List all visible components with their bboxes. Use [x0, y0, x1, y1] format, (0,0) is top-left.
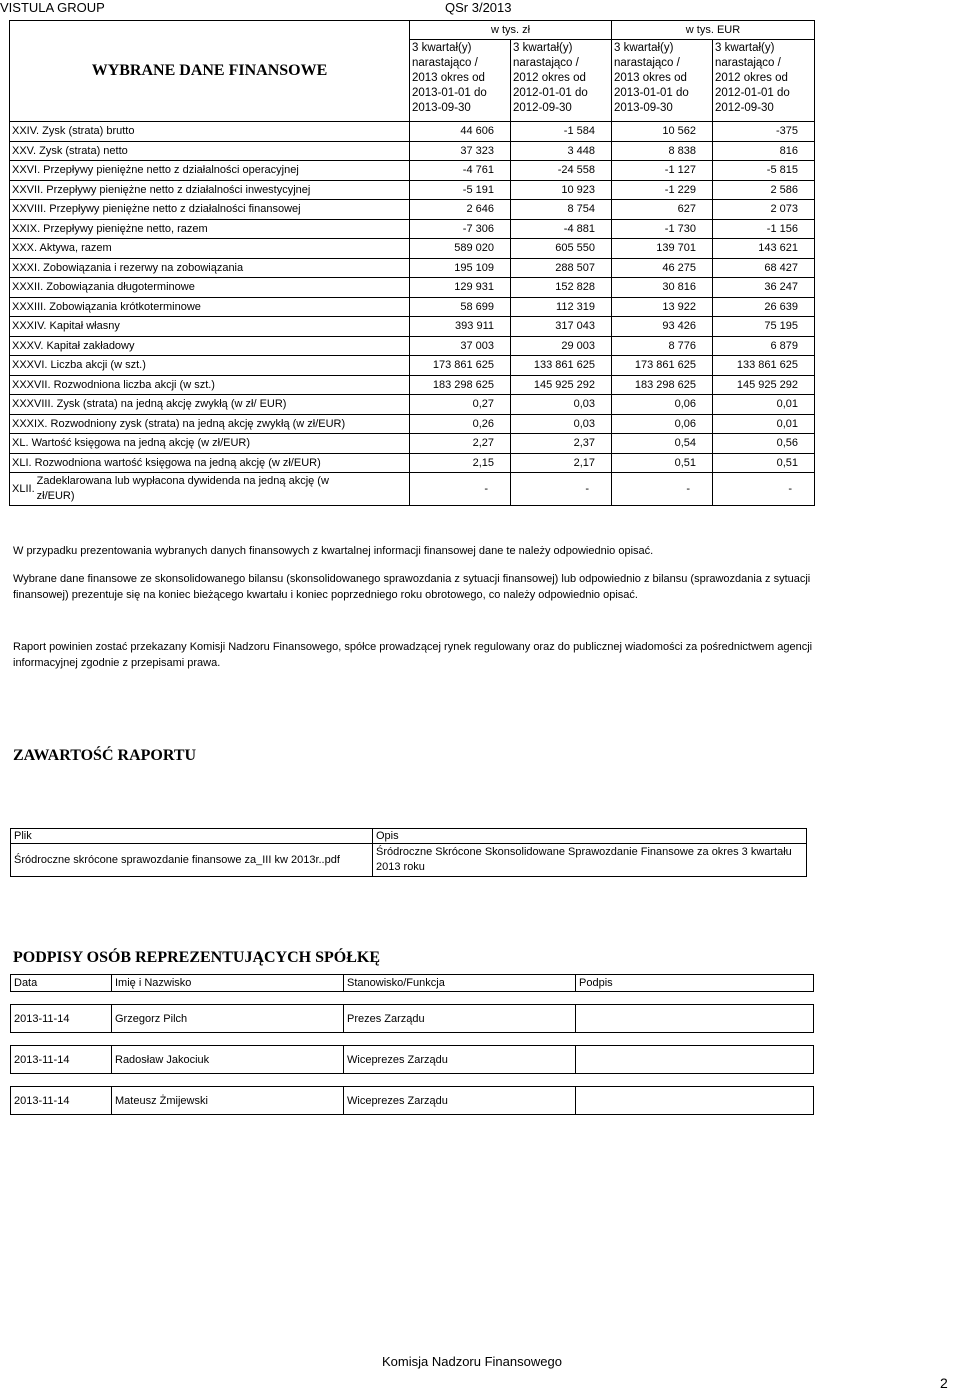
table-row [10, 141, 815, 161]
signature-value: Wiceprezes Zarządu [344, 1046, 576, 1074]
row-value: -5 191 [410, 180, 511, 200]
table-row [10, 356, 815, 376]
row-value: 68 427 [713, 258, 815, 278]
row-value: 2,17 [511, 453, 612, 473]
column-header-line: 3 kwartał(y) [412, 42, 472, 54]
report-id: QSr 3/2013 [445, 0, 512, 15]
row-value: 37 003 [410, 336, 511, 356]
row-value: 0,56 [713, 434, 815, 454]
row-value: 2,15 [410, 453, 511, 473]
table-row [10, 434, 815, 454]
row-value: 10 562 [612, 122, 713, 142]
contents-desc: Śródroczne Skrócone Skonsolidowane Sprawozdanie Finansowe za okres 3 kwartału 2013 roku [373, 844, 807, 877]
column-header-line: 2013 okres od [614, 72, 687, 84]
row-label: XXXVIII. Zysk (strata) na jedną akcję zwykłą (w zł/ EUR) [10, 395, 410, 415]
table-row [10, 375, 815, 395]
table-row [10, 258, 815, 278]
row-label: XXX. Aktywa, razem [10, 239, 410, 259]
row-value: 75 195 [713, 317, 815, 337]
row-value: 0,01 [713, 414, 815, 434]
row-value: 0,06 [612, 395, 713, 415]
row-value: 152 828 [511, 278, 612, 298]
column-header [612, 40, 713, 122]
table-row [10, 473, 815, 506]
table-row [10, 414, 815, 434]
row-label: XXV. Zysk (strata) netto [10, 141, 410, 161]
contents-title: ZAWARTOŚĆ RAPORTU [13, 747, 197, 764]
row-label: XXIV. Zysk (strata) brutto [10, 122, 410, 142]
row-label-line: zł/EUR) [36, 490, 75, 502]
row-value: -4 761 [410, 161, 511, 181]
footer-text: Komisja Nadzoru Finansowego [382, 1354, 562, 1369]
row-value: 10 923 [511, 180, 612, 200]
row-label: XXXII. Zobowiązania długoterminowe [10, 278, 410, 298]
row-value: - [612, 473, 713, 506]
table-title: WYBRANE DANE FINANSOWE [10, 21, 410, 122]
column-header-line: 3 kwartał(y) [614, 42, 674, 54]
row-value: 8 776 [612, 336, 713, 356]
row-value: 112 319 [511, 297, 612, 317]
table-row [10, 336, 815, 356]
row-value: -7 306 [410, 219, 511, 239]
row-value: 589 020 [410, 239, 511, 259]
signature-value: Wiceprezes Zarządu [344, 1087, 576, 1115]
signature-cell [576, 1005, 814, 1033]
row-value: 0,03 [511, 414, 612, 434]
row-label: XXXIV. Kapitał własny [10, 317, 410, 337]
row-value: 183 298 625 [410, 375, 511, 395]
unit-pln: w tys. zł [410, 21, 612, 40]
row-label-line: Zadeklarowana lub wypłacona dywidenda na jedną akcję (w [36, 475, 329, 487]
signature-cell [576, 1087, 814, 1115]
row-value: 8 838 [612, 141, 713, 161]
row-value: 0,27 [410, 395, 511, 415]
table-row [10, 317, 815, 337]
row-value: 173 861 625 [612, 356, 713, 376]
row-value: -1 229 [612, 180, 713, 200]
row-value: 183 298 625 [612, 375, 713, 395]
row-value: 0,26 [410, 414, 511, 434]
column-header-line: 2013-09-30 [614, 102, 673, 114]
column-header-line: 2012 okres od [715, 72, 788, 84]
row-value: -1 127 [612, 161, 713, 181]
row-value: 2 586 [713, 180, 815, 200]
column-header-line: 3 kwartał(y) [513, 42, 573, 54]
row-value: -1 730 [612, 219, 713, 239]
note-1: W przypadku prezentowania wybranych danych finansowych z kwartalnej informacji finansowej dane te należy odpowiednio opisać. [13, 545, 654, 557]
row-value: 0,01 [713, 395, 815, 415]
signature-header: Stanowisko/Funkcja [344, 975, 576, 992]
signatures-table [10, 974, 814, 1115]
table-row [10, 180, 815, 200]
row-value: 129 931 [410, 278, 511, 298]
row-value: 29 003 [511, 336, 612, 356]
table-row [10, 453, 815, 473]
column-header-line: 2012-09-30 [513, 102, 572, 114]
row-value: 139 701 [612, 239, 713, 259]
table-row [10, 278, 815, 298]
row-label: XXXI. Zobowiązania i rezerwy na zobowiązania [10, 258, 410, 278]
column-header-line: 2013-01-01 do [614, 87, 689, 99]
signature-value: 2013-11-14 [11, 1005, 112, 1033]
row-label: XXIX. Przepływy pieniężne netto, razem [10, 219, 410, 239]
table-row [10, 200, 815, 220]
company-name: VISTULA GROUP [0, 0, 105, 15]
row-value: -375 [713, 122, 815, 142]
row-label: XL. Wartość księgowa na jedną akcję (w zł/EUR) [10, 434, 410, 454]
row-label: XXXIII. Zobowiązania krótkoterminowe [10, 297, 410, 317]
row-value: -24 558 [511, 161, 612, 181]
column-header [410, 40, 511, 122]
row-value: 605 550 [511, 239, 612, 259]
row-value: 3 448 [511, 141, 612, 161]
page-number: 2 [940, 1375, 948, 1391]
note-3: Raport powinien zostać przekazany Komisji Nadzoru Finansowego, spółce prowadzącej rynek regulowany oraz do publicznej wiadomości za pośrednictwem agencji informacyjnej zgodnie z przepisami prawa. [13, 641, 813, 669]
row-value: 37 323 [410, 141, 511, 161]
column-header [511, 40, 612, 122]
row-value: 317 043 [511, 317, 612, 337]
row-value: 173 861 625 [410, 356, 511, 376]
row-value: 816 [713, 141, 815, 161]
column-header-line: narastająco / [715, 57, 781, 69]
row-value: 0,54 [612, 434, 713, 454]
note-2: Wybrane dane finansowe ze skonsolidowanego bilansu (skonsolidowanego sprawozdania z sytuacji finansowej) lub odpowiednio z bilansu (sprawozdania z sytuacji finansowej) prezentuje się na koniec bieżącego kwartału i koniec poprzedniego roku obrotowego, co należy odpowiednio opisać. [13, 573, 811, 601]
contents-table [10, 828, 807, 877]
row-number: XLII. [12, 482, 35, 495]
signatures-title: PODPISY OSÓB REPREZENTUJĄCYCH SPÓŁKĘ [13, 949, 381, 966]
column-header-line: narastająco / [614, 57, 680, 69]
row-value: 2 073 [713, 200, 815, 220]
table-row [10, 161, 815, 181]
unit-eur: w tys. EUR [612, 21, 815, 40]
row-value: 143 621 [713, 239, 815, 259]
row-value: 30 816 [612, 278, 713, 298]
row-label: XXVII. Przepływy pieniężne netto z działalności inwestycyjnej [10, 180, 410, 200]
signature-value: Radosław Jakociuk [112, 1046, 344, 1074]
column-header [713, 40, 815, 122]
row-value: 0,51 [612, 453, 713, 473]
column-header-line: 3 kwartał(y) [715, 42, 775, 54]
column-header-line: 2013 okres od [412, 72, 485, 84]
signature-value: 2013-11-14 [11, 1046, 112, 1074]
column-header-line: narastająco / [513, 57, 579, 69]
column-header-line: 2013-09-30 [412, 102, 471, 114]
row-value: 46 275 [612, 258, 713, 278]
column-header-line: 2012-01-01 do [513, 87, 588, 99]
row-label: XXXV. Kapitał zakładowy [10, 336, 410, 356]
row-label: XXVI. Przepływy pieniężne netto z działalności operacyjnej [10, 161, 410, 181]
column-header-line: 2012-01-01 do [715, 87, 790, 99]
signature-row [11, 1046, 814, 1074]
table-row [10, 395, 815, 415]
row-label: XXXIX. Rozwodniony zysk (strata) na jedną akcję zwykłą (w zł/EUR) [10, 414, 410, 434]
row-value: -1 584 [511, 122, 612, 142]
row-value: 133 861 625 [511, 356, 612, 376]
signature-row [11, 1005, 814, 1033]
row-value: 6 879 [713, 336, 815, 356]
signature-header: Podpis [576, 975, 814, 992]
row-value: 627 [612, 200, 713, 220]
contents-header-desc: Opis [373, 829, 807, 844]
row-value: - [713, 473, 815, 506]
column-header-line: 2012-09-30 [715, 102, 774, 114]
row-value: 36 247 [713, 278, 815, 298]
contents-file-link[interactable]: Śródroczne skrócone sprawozdanie finansowe za_III kw 2013r..pdf [11, 844, 373, 877]
signature-value: Mateusz Żmijewski [112, 1087, 344, 1115]
table-row [10, 122, 815, 142]
column-header-line: 2013-01-01 do [412, 87, 487, 99]
row-value: 8 754 [511, 200, 612, 220]
signature-value: Grzegorz Pilch [112, 1005, 344, 1033]
signature-header: Imię i Nazwisko [112, 975, 344, 992]
row-label: XXXVI. Liczba akcji (w szt.) [10, 356, 410, 376]
row-value: 2,37 [511, 434, 612, 454]
row-value: 145 925 292 [511, 375, 612, 395]
row-label [10, 473, 410, 506]
row-value: - [410, 473, 511, 506]
row-value: 2,27 [410, 434, 511, 454]
signature-row [11, 1087, 814, 1115]
financial-data-table [9, 20, 815, 506]
row-value: -4 881 [511, 219, 612, 239]
row-value: 0,03 [511, 395, 612, 415]
row-value: 133 861 625 [713, 356, 815, 376]
table-row [10, 239, 815, 259]
signature-value: Prezes Zarządu [344, 1005, 576, 1033]
column-header-line: 2012 okres od [513, 72, 586, 84]
row-value: 393 911 [410, 317, 511, 337]
row-value: 145 925 292 [713, 375, 815, 395]
table-row [10, 297, 815, 317]
row-value: -5 815 [713, 161, 815, 181]
row-value: 0,51 [713, 453, 815, 473]
table-row [10, 219, 815, 239]
row-value: 93 426 [612, 317, 713, 337]
row-value: -1 156 [713, 219, 815, 239]
signature-cell [576, 1046, 814, 1074]
row-value: 58 699 [410, 297, 511, 317]
row-label: XXVIII. Przepływy pieniężne netto z działalności finansowej [10, 200, 410, 220]
row-value: 288 507 [511, 258, 612, 278]
row-value: 26 639 [713, 297, 815, 317]
row-label: XLI. Rozwodniona wartość księgowa na jedną akcję (w zł/EUR) [10, 453, 410, 473]
row-value: 2 646 [410, 200, 511, 220]
row-value: 195 109 [410, 258, 511, 278]
row-value: 44 606 [410, 122, 511, 142]
signature-value: 2013-11-14 [11, 1087, 112, 1115]
row-value: 13 922 [612, 297, 713, 317]
row-label: XXXVII. Rozwodniona liczba akcji (w szt.) [10, 375, 410, 395]
row-value: 0,06 [612, 414, 713, 434]
contents-header-file: Plik [11, 829, 373, 844]
column-header-line: narastająco / [412, 57, 478, 69]
row-value: - [511, 473, 612, 506]
signature-header: Data [11, 975, 112, 992]
